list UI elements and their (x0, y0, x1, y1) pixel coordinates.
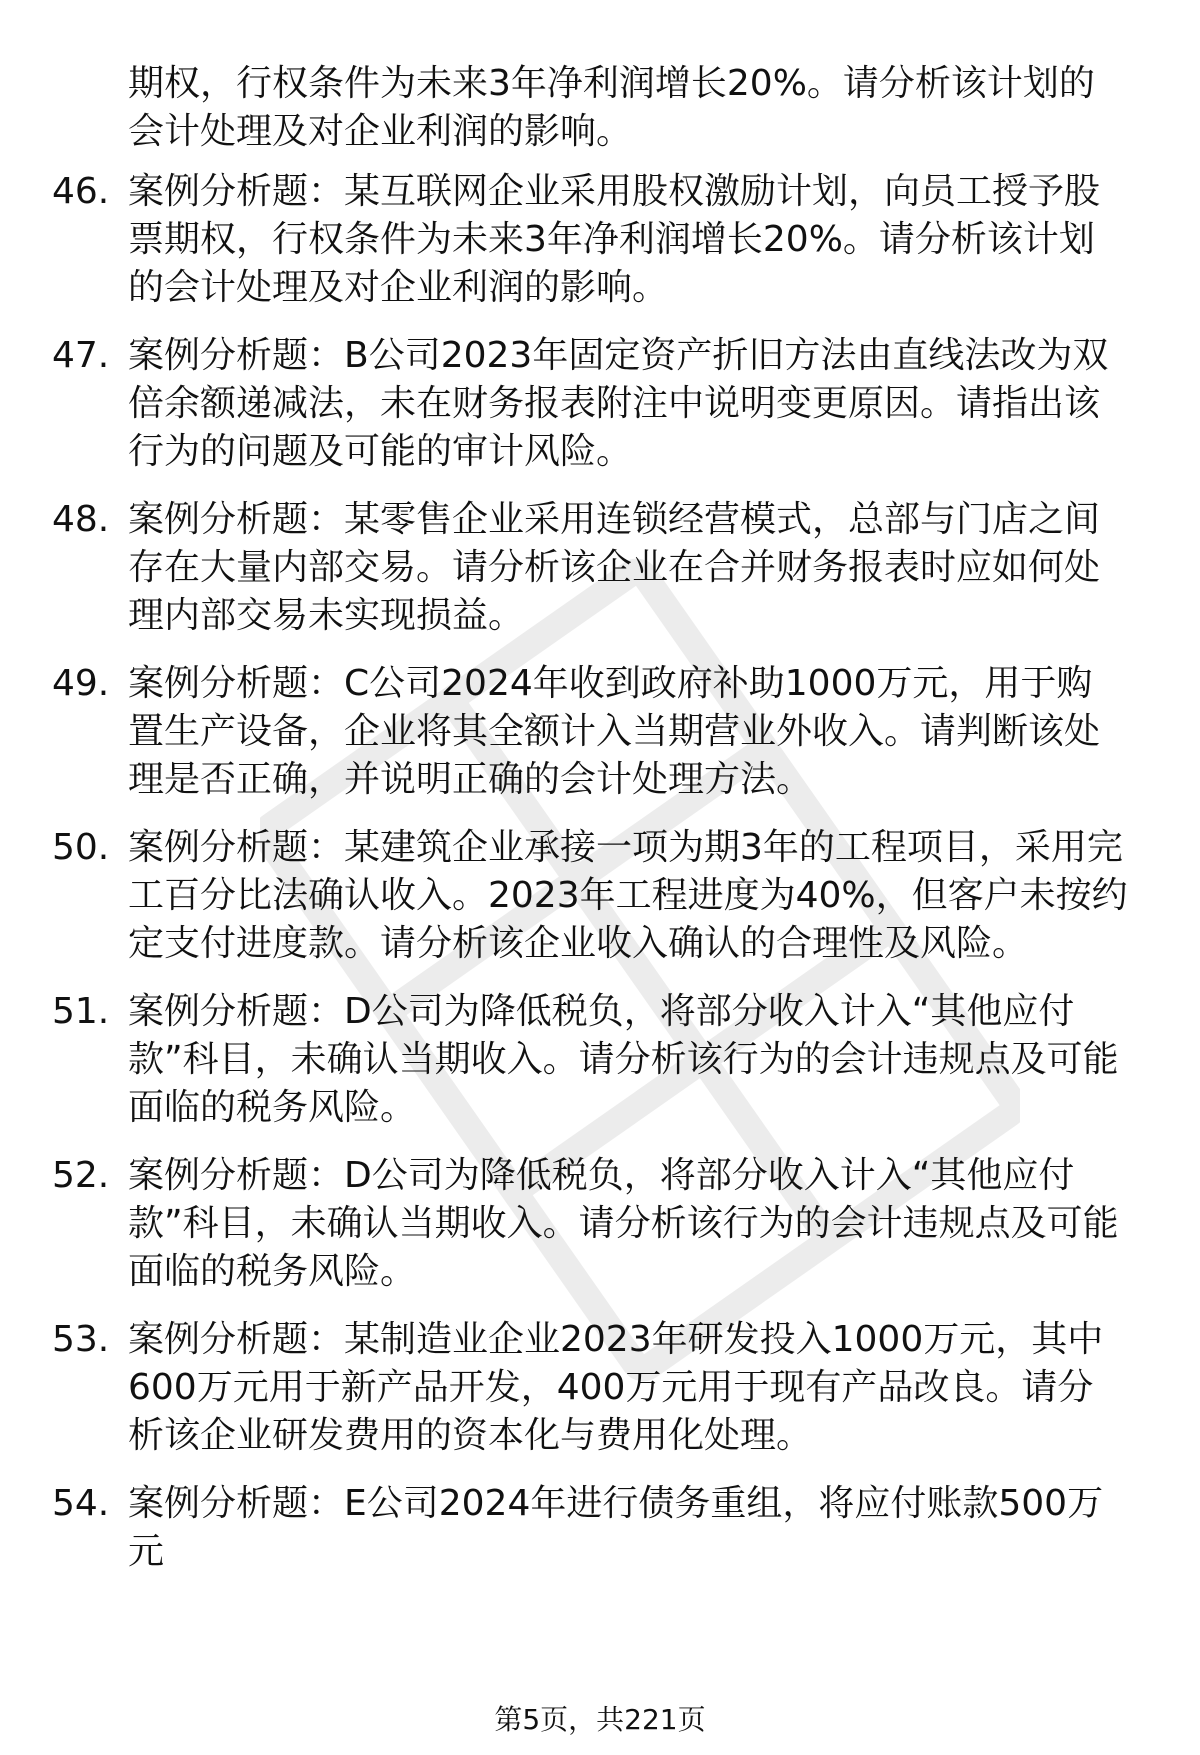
question-number: 48. (52, 499, 110, 540)
question-text: 案例分析题：某制造业企业2023年研发投入1000万元，其中600万元用于新产品开发，400万元用于现有产品改良。请分析该企业研发费用的资本化与费用化处理。 (128, 1319, 1104, 1456)
question-number: 51. (52, 991, 110, 1032)
question-text: 案例分析题：E公司2024年进行债务重组，将应付账款500万元 (128, 1483, 1104, 1572)
continuation-text: 期权，行权条件为未来3年净利润增长20%。请分析该计划的会计处理及对企业利润的影响。 (128, 63, 1095, 152)
question-number: 50. (52, 827, 110, 868)
question-text: 案例分析题：某互联网企业采用股权激励计划，向员工授予股票期权，行权条件为未来3年净利润增长20%。请分析该计划的会计处理及对企业利润的影响。 (128, 171, 1101, 308)
question-text: 案例分析题：D公司为降低税负，将部分收入计入“其他应付款”科目，未确认当期收入。请分析该行为的会计违规点及可能面临的税务风险。 (128, 1155, 1119, 1292)
question-text: 案例分析题：D公司为降低税负，将部分收入计入“其他应付款”科目，未确认当期收入。请分析该行为的会计违规点及可能面临的税务风险。 (128, 991, 1119, 1128)
question-number: 46. (52, 171, 110, 212)
question-text: 案例分析题：某建筑企业承接一项为期3年的工程项目，采用完工百分比法确认收入。2023年工程进度为40%，但客户未按约定支付进度款。请分析该企业收入确认的合理性及风险。 (128, 827, 1128, 964)
question-number: 49. (52, 663, 110, 704)
question-number: 53. (52, 1319, 110, 1360)
question-number: 52. (52, 1155, 110, 1196)
question-text: 案例分析题：某零售企业采用连锁经营模式，总部与门店之间存在大量内部交易。请分析该企业在合并财务报表时应如何处理内部交易未实现损益。 (128, 499, 1101, 636)
page-footer: 第5页，共221页 (494, 1703, 706, 1736)
question-number: 54. (52, 1483, 110, 1524)
question-text: 案例分析题：C公司2024年收到政府补助1000万元，用于购置生产设备，企业将其全额计入当期营业外收入。请判断该处理是否正确，并说明正确的会计处理方法。 (128, 663, 1101, 800)
question-text: 案例分析题：B公司2023年固定资产折旧方法由直线法改为双倍余额递减法，未在财务报表附注中说明变更原因。请指出该行为的问题及可能的审计风险。 (128, 335, 1109, 472)
question-number: 47. (52, 335, 110, 376)
